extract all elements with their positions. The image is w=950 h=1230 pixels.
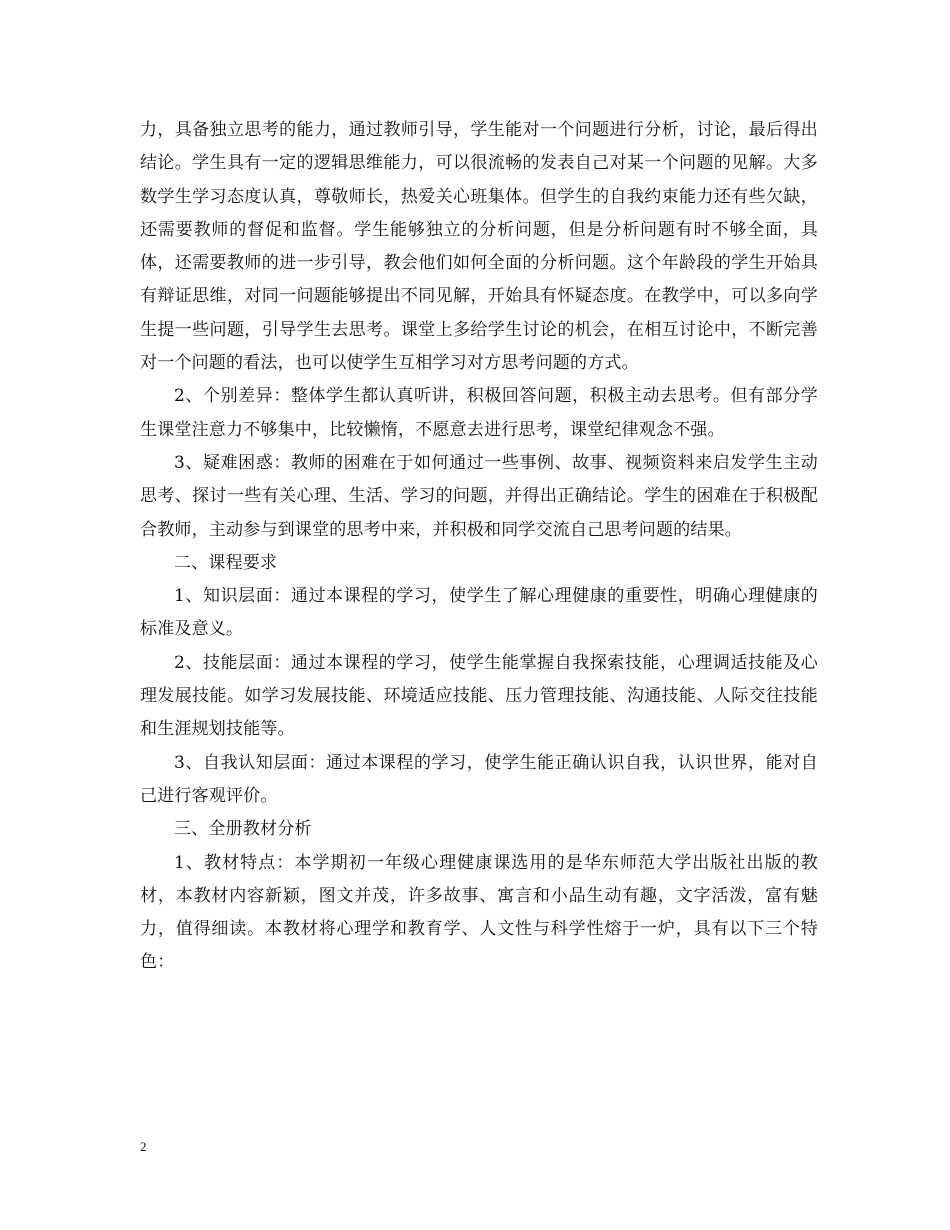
- section-heading-textbook-analysis: 三、全册教材分析: [174, 819, 312, 840]
- paragraph-difficulties: 3、疑难困惑：教师的困难在于如何通过一些事例、故事、视频资料来启发学生主动思考、探讨一些有关心理、生活、学习的问题，并得出正确结论。学生的困难在于积极配合教师，主动参与到课堂的思考中来，并积极和同学交流自己思考问题的结果。: [140, 452, 818, 540]
- section-heading-course-requirements: 二、课程要求: [174, 552, 278, 573]
- page-number: 2: [140, 1139, 147, 1154]
- paragraph-self-cognition: 3、自我认知层面：通过本课程的学习，使学生能正确认识自我，认识世界，能对自己进行客观评价。: [140, 752, 818, 806]
- paragraph-continuation: 力，具备独立思考的能力，通过教师引导，学生能对一个问题进行分析，讨论，最后得出结论。学生具有一定的逻辑思维能力，可以很流畅的发表自己对某一个问题的见解。大多数学生学习态度认真，尊敬师长，热爱关心班集体。但学生的自我约束能力还有些欠缺，还需要教师的督促和监督。学生能够独立的分析问题，但是分析问题有时不够全面，具体，还需要教师的进一步引导，教会他们如何全面的分析问题。这个年龄段的学生开始具有辩证思维，对同一问题能够提出不同见解，开始具有怀疑态度。在教学中，可以多向学生提一些问题，引导学生去思考。课堂上多给学生讨论的机会，在相互讨论中，不断完善对一个问题的看法，也可以使学生互相学习对方思考问题的方式。: [140, 120, 818, 374]
- document-body: [140, 114, 818, 980]
- paragraph-skill-level: 2、技能层面：通过本课程的学习，使学生能掌握自我探索技能，心理调适技能及心理发展技能。如学习发展技能、环境适应技能、压力管理技能、沟通技能、人际交往技能和生涯规划技能等。: [140, 652, 818, 740]
- paragraph-individual-differences: 2、个别差异：整体学生都认真听讲，积极回答问题，积极主动去思考。但有部分学生课堂注意力不够集中，比较懒惰，不愿意去进行思考，课堂纪律观念不强。: [140, 386, 818, 440]
- paragraph-textbook-features: 1、教材特点：本学期初一年级心理健康课选用的是华东师范大学出版社出版的教材，本教材内容新颖，图文并茂，许多故事、寓言和小品生动有趣，文字活泼，富有魅力，值得细读。本教材将心理学和教育学、人文性与科学性熔于一炉，具有以下三个特色：: [140, 852, 818, 973]
- paragraph-knowledge-level: 1、知识层面：通过本课程的学习，使学生了解心理健康的重要性，明确心理健康的标准及意义。: [140, 586, 818, 640]
